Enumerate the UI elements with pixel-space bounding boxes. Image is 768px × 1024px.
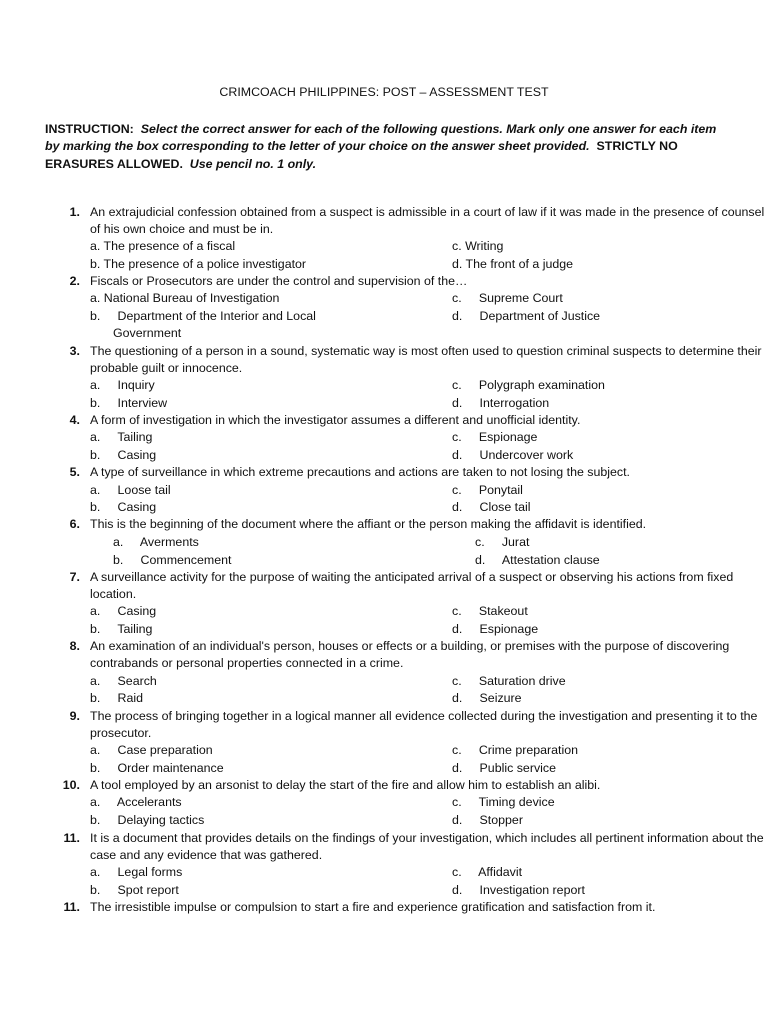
question-number: 3. bbox=[69, 344, 80, 358]
instruction-warning: STRICTLY NO ERASURES ALLOWED. bbox=[45, 139, 678, 171]
option-b: b. Commencement bbox=[113, 553, 232, 567]
option-d: d. Stopper bbox=[452, 813, 523, 827]
option-d: d. The front of a judge bbox=[452, 257, 574, 271]
instruction-pencil: Use pencil no. 1 only. bbox=[189, 156, 317, 171]
page-title: CRIMCOACH PHILIPPINES: POST – ASSESSMENT TEST bbox=[219, 85, 549, 99]
question-number: 9. bbox=[69, 709, 80, 723]
option-c: c. Ponytail bbox=[452, 483, 523, 497]
option-a: a. Search bbox=[90, 674, 157, 688]
question-number: 1. bbox=[69, 205, 80, 219]
option-a: a. Accelerants bbox=[90, 795, 182, 809]
question-text: A type of surveillance in which extreme precautions and actions are taken to not losing the subject. bbox=[90, 465, 630, 479]
option-c: c. Jurat bbox=[475, 535, 530, 549]
question-text: An extrajudicial confession obtained from a suspect is admissible in a court of law if it was made in the presence of counsel of his own choice and must be in. bbox=[90, 205, 765, 237]
question-number: 8. bbox=[69, 639, 80, 653]
option-b: b. Casing bbox=[90, 448, 157, 462]
option-a: a. Legal forms bbox=[90, 865, 183, 879]
option-b: b. Delaying tactics bbox=[90, 813, 205, 827]
question-text: It is a document that provides details on the findings of your investigation, which includes all pertinent information about the case and any evidence that was gathered. bbox=[90, 831, 764, 863]
option-c: c. Writing bbox=[452, 239, 504, 253]
option-b: b. Interview bbox=[90, 396, 168, 410]
option-c: c. Crime preparation bbox=[452, 743, 579, 757]
option-b: b. Tailing bbox=[90, 622, 153, 636]
question-number: 4. bbox=[69, 413, 80, 427]
option-c: c. Polygraph examination bbox=[452, 378, 605, 392]
question-number: 11. bbox=[63, 900, 80, 914]
option-d: d. Interrogation bbox=[452, 396, 550, 410]
option-a: a. Averments bbox=[113, 535, 199, 549]
question-text: The process of bringing together in a logical manner all evidence collected during the investigation and presenting it to the prosecutor. bbox=[90, 709, 758, 741]
question-number: 5. bbox=[69, 465, 80, 479]
option-d: d. Seizure bbox=[452, 691, 522, 705]
question-number: 6. bbox=[69, 517, 80, 531]
instruction-block bbox=[45, 121, 725, 173]
option-c: c. Affidavit bbox=[452, 865, 523, 879]
option-a: a. Case preparation bbox=[90, 743, 213, 757]
option-d: d. Attestation clause bbox=[475, 553, 600, 567]
option-c: c. Saturation drive bbox=[452, 674, 566, 688]
question-text: An examination of an individual's person, houses or effects or a building, or premises with the purpose of discovering contrabands or personal properties connected in a crime. bbox=[90, 639, 730, 671]
question-number: 7. bbox=[69, 570, 80, 584]
question-text: The irresistible impulse or compulsion to start a fire and experience gratification and satisfaction from it. bbox=[90, 900, 656, 914]
option-a: a. Loose tail bbox=[90, 483, 171, 497]
option-b: b. Raid bbox=[90, 691, 144, 705]
question-text: This is the beginning of the document where the affiant or the person making the affidavit is identified. bbox=[90, 517, 647, 531]
question-text: A form of investigation in which the investigator assumes a different and unofficial identity. bbox=[90, 413, 581, 427]
option-b: b. Order maintenance bbox=[90, 761, 224, 775]
option-b: b. Spot report bbox=[90, 883, 179, 897]
option-c: c. Stakeout bbox=[452, 604, 528, 618]
option-c: c. Supreme Court bbox=[452, 291, 563, 305]
question-text: The questioning of a person in a sound, systematic way is most often used to question criminal suspects to determine their probable guilt or innocence. bbox=[90, 344, 762, 376]
question-text: A surveillance activity for the purpose of waiting the anticipated arrival of a suspect or observing his actions from fixed location. bbox=[90, 570, 734, 602]
question-number: 11. bbox=[63, 831, 80, 845]
option-d: d. Espionage bbox=[452, 622, 539, 636]
option-b: b. The presence of a police investigator bbox=[90, 257, 307, 271]
question-text: Fiscals or Prosecutors are under the control and supervision of the… bbox=[90, 274, 468, 288]
question-text: A tool employed by an arsonist to delay the start of the fire and allow him to establish an alibi. bbox=[90, 778, 601, 792]
option-d: d. Investigation report bbox=[452, 883, 585, 897]
option-d: d. Department of Justice bbox=[452, 309, 601, 323]
option-d: d. Close tail bbox=[452, 500, 531, 514]
option-b-continued: Government bbox=[113, 326, 182, 340]
option-a: a. Inquiry bbox=[90, 378, 155, 392]
option-a: a. Casing bbox=[90, 604, 157, 618]
option-d: d. Undercover work bbox=[452, 448, 574, 462]
instruction-label: INSTRUCTION: bbox=[45, 122, 134, 136]
option-a: a. Tailing bbox=[90, 430, 153, 444]
question-number: 2. bbox=[69, 274, 80, 288]
option-c: c. Espionage bbox=[452, 430, 538, 444]
option-a: a. The presence of a fiscal bbox=[90, 239, 236, 253]
option-b: b. Casing bbox=[90, 500, 157, 514]
question-number: 10. bbox=[62, 778, 80, 792]
option-a: a. National Bureau of Investigation bbox=[90, 291, 280, 305]
option-c: c. Timing device bbox=[452, 795, 555, 809]
option-d: d. Public service bbox=[452, 761, 556, 775]
option-b: b. Department of the Interior and Local bbox=[90, 309, 316, 323]
instruction-text: Select the correct answer for each of the following questions. Mark only one answer for each item by marking the box corresponding to the letter of your choice on the answer sheet provided. bbox=[45, 122, 717, 154]
